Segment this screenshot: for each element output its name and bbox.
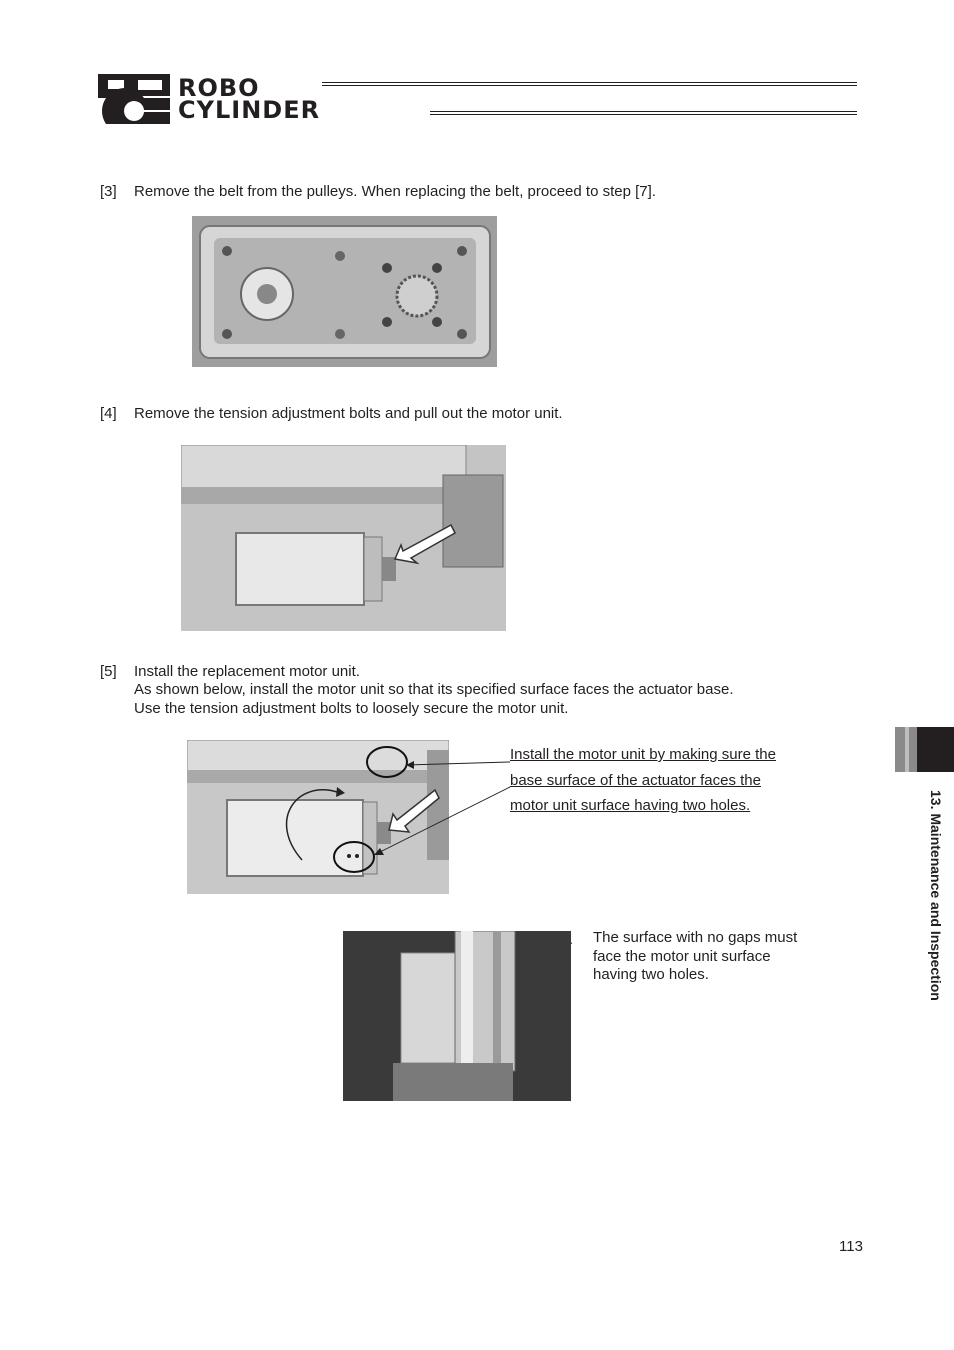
header-rule-2a — [430, 111, 857, 112]
callout-install-surface — [510, 742, 776, 819]
photo-pulley-housing — [192, 216, 497, 367]
callout-install-line3: motor unit surface having two holes. — [510, 797, 751, 814]
step-4-number: [4] — [100, 405, 117, 422]
step-5-line2: As shown below, install the motor unit so that its specified surface faces the actuator base. — [134, 681, 734, 698]
brand-line1: ROBO — [178, 74, 260, 102]
callout-install-line1: Install the motor unit by making sure the — [510, 746, 776, 763]
header-logo — [96, 72, 426, 124]
page-number: 113 — [839, 1238, 863, 1255]
brand-line2: CYLINDER — [178, 96, 321, 124]
photo-motor-install — [187, 740, 449, 894]
side-tab-stripe — [905, 727, 909, 772]
step-4-text: Remove the tension adjustment bolts and pull out the motor unit. — [134, 405, 563, 422]
side-tab-dark — [917, 727, 954, 772]
header-rule-1a — [322, 82, 857, 83]
header-rule-2b — [430, 114, 857, 115]
side-tab-label: 13. Maintenance and Inspection — [928, 790, 944, 1001]
callout-install-line2: base surface of the actuator faces the — [510, 771, 761, 789]
step-3-text: Remove the belt from the pulleys. When replacing the belt, proceed to step [7]. — [134, 183, 656, 200]
callout-no-gaps-line2: face the motor unit surface — [593, 947, 771, 965]
callout-no-gaps — [593, 929, 797, 985]
photo-surface-no-gaps — [343, 931, 571, 1101]
header-rule-1b — [322, 85, 857, 86]
rc-logo-icon — [96, 72, 172, 124]
photo-motor-removal — [181, 445, 506, 631]
callout-no-gaps-line1: The surface with no gaps must — [593, 929, 798, 946]
step-5-number: [5] — [100, 663, 117, 680]
step-3-number: [3] — [100, 183, 117, 200]
callout-no-gaps-line3: having two holes. — [593, 966, 709, 983]
step-5-line1: Install the replacement motor unit. — [134, 663, 360, 680]
step-5-line3: Use the tension adjustment bolts to loosely secure the motor unit. — [134, 700, 569, 717]
